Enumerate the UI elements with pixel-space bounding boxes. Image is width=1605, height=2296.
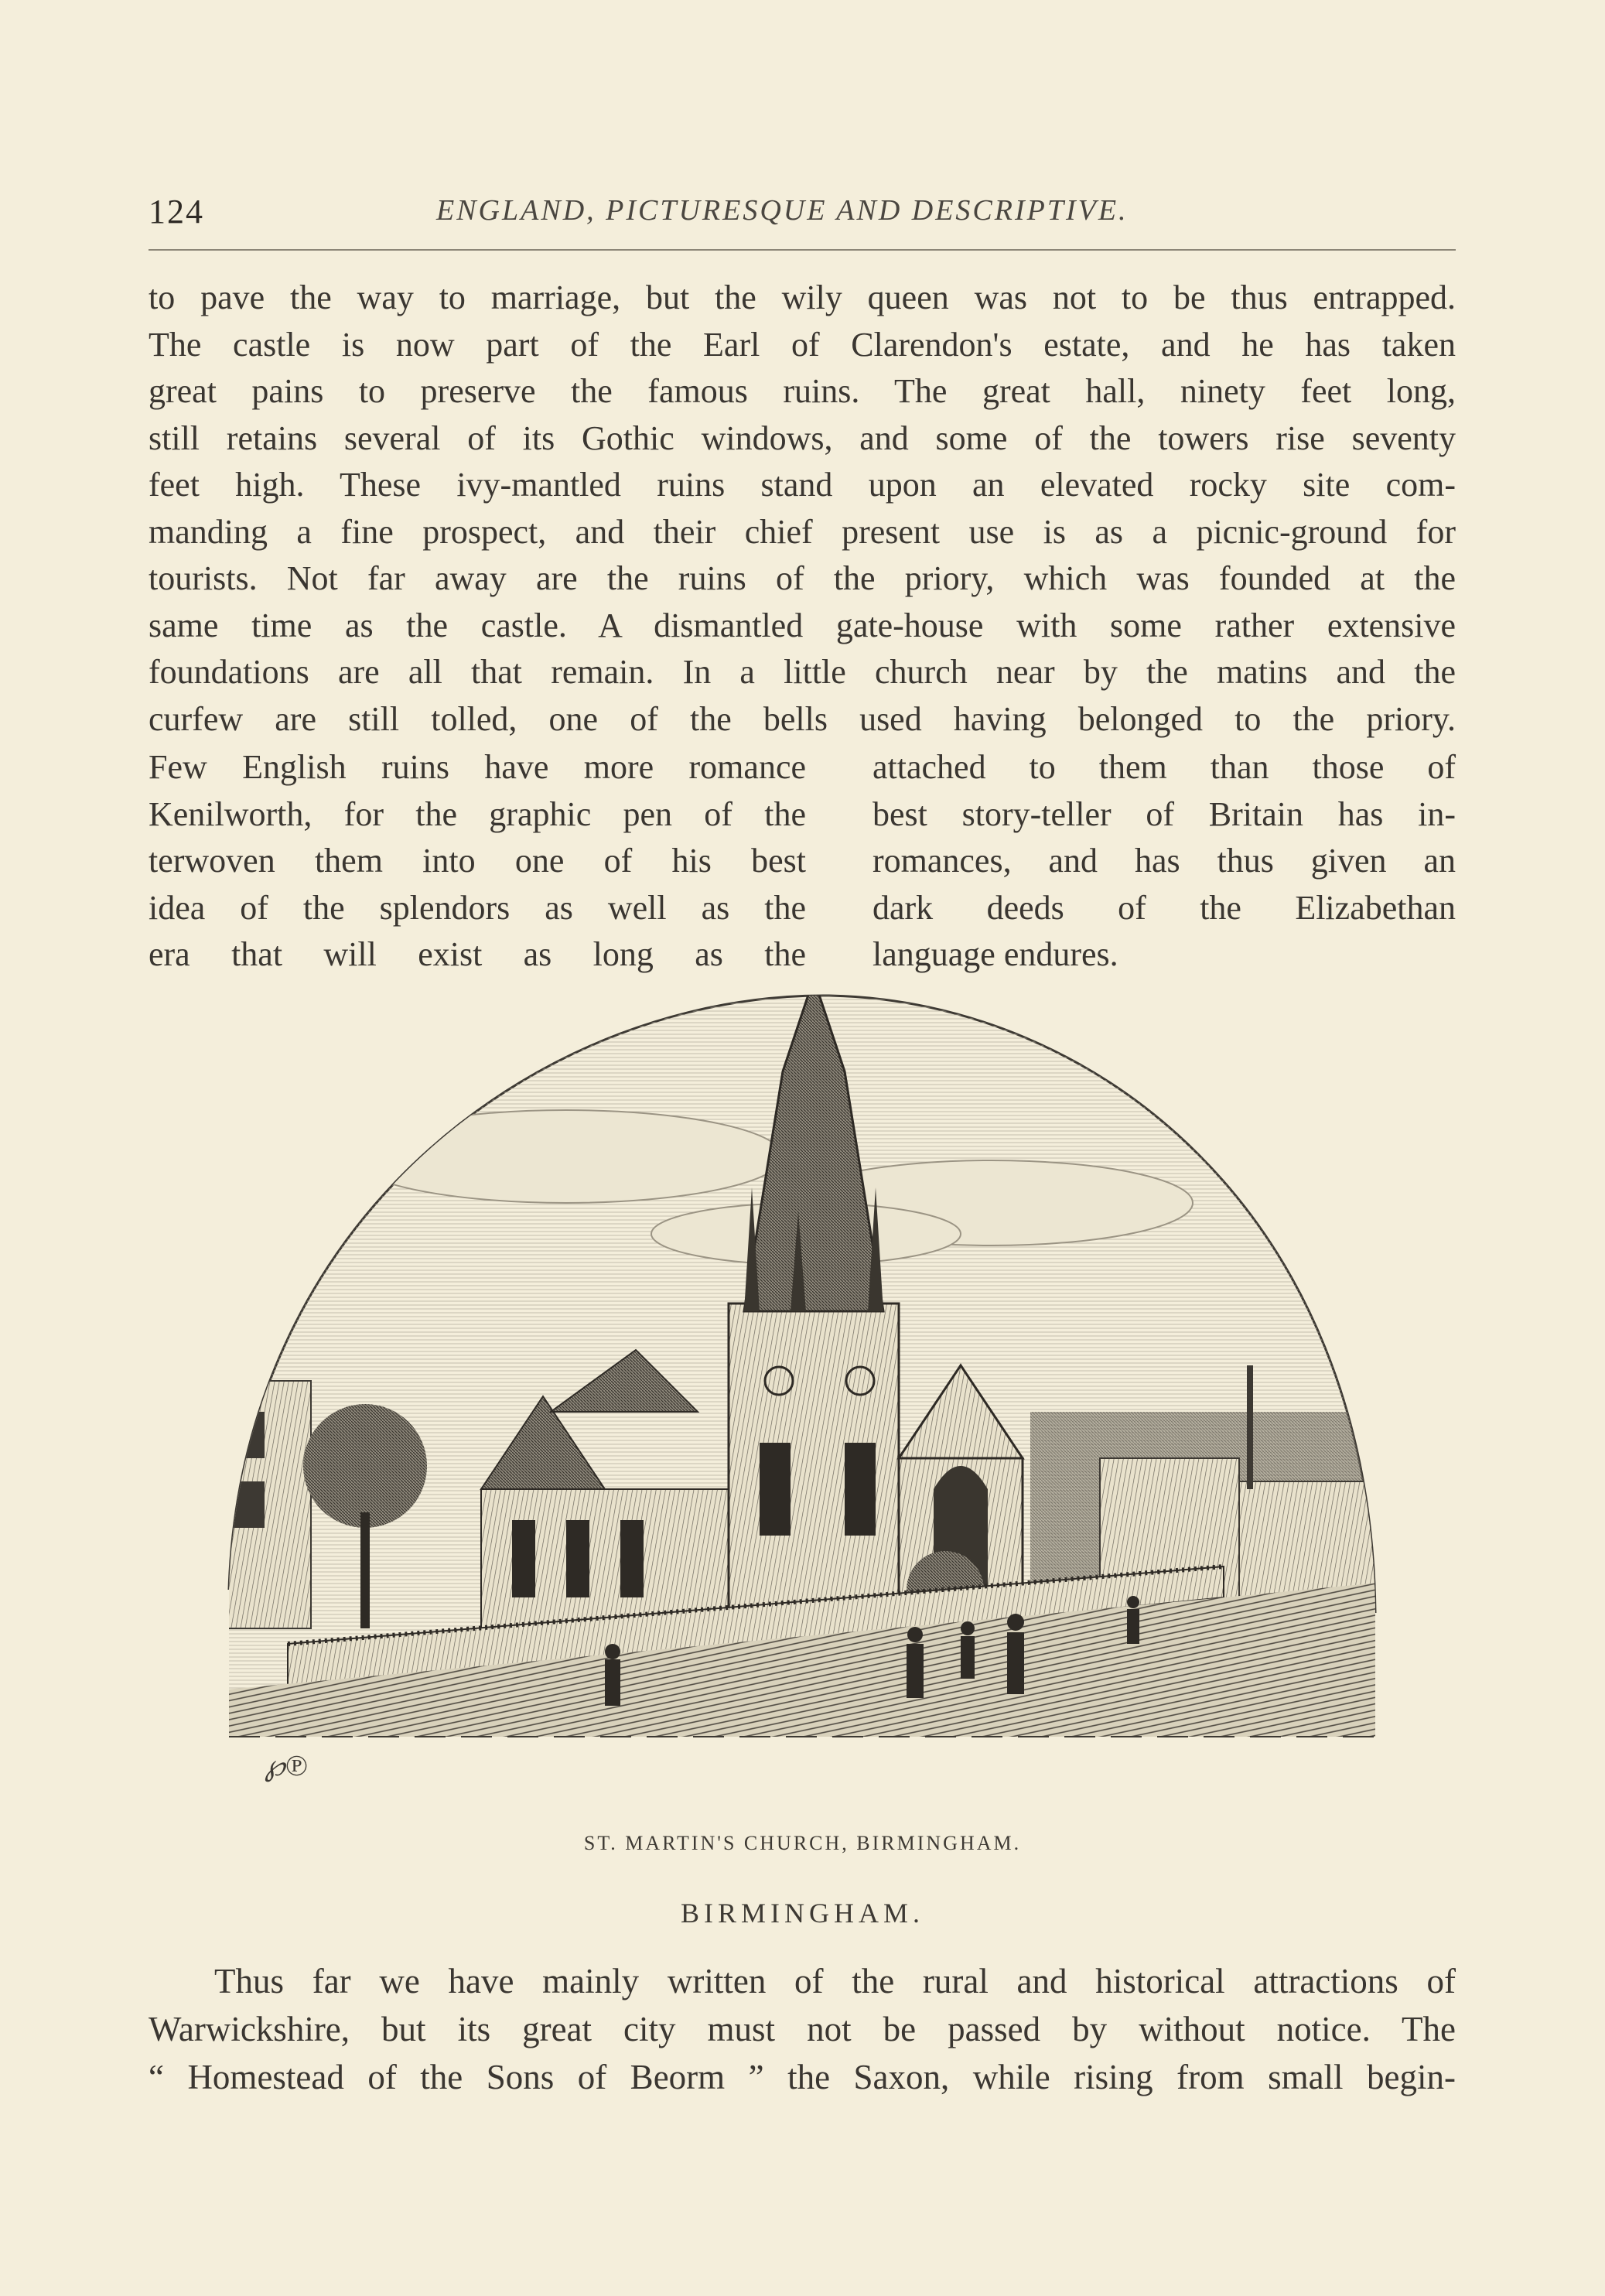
text-line: idea of the splendors as well as the — [149, 888, 806, 927]
right-text-column — [873, 744, 1456, 979]
text-line: terwoven them into one of his best — [149, 842, 806, 880]
text-line: curfew are still tolled, one of the bells used having belonged to the priory. — [149, 699, 1456, 738]
text-line: Warwickshire, but its great city must not be passed by without notice. The — [149, 2010, 1456, 2048]
text-line: Thus far we have mainly written of the rural and historical attractions of — [214, 1962, 1456, 2000]
text-line: The castle is now part of the Earl of Clarendon's estate, and he has taken — [149, 325, 1456, 364]
section-heading: BIRMINGHAM. — [680, 1898, 924, 1929]
text-line: Kenilworth, for the graphic pen of the — [149, 794, 806, 833]
top-paragraph — [149, 275, 1456, 743]
church-engraving — [218, 979, 1386, 1814]
engraver-monogram: ℘℗ — [265, 1750, 308, 1782]
text-line: attached to them than those of — [873, 748, 1456, 786]
text-line: dark deeds of the Elizabethan — [873, 888, 1456, 927]
left-text-column — [149, 744, 806, 979]
running-title: ENGLAND, PICTURESQUE AND DESCRIPTIVE. — [436, 194, 1129, 227]
text-line: still retains several of its Gothic windows, and some of the towers rise seventy — [149, 419, 1456, 457]
text-line: “ Homestead of the Sons of Beorm ” the Saxon, while rising from small begin- — [149, 2058, 1456, 2096]
page-header — [149, 192, 1456, 238]
text-line: tourists. Not far away are the ruins of the priory, which was founded at the — [149, 559, 1456, 597]
text-line: Few English ruins have more romance — [149, 748, 806, 786]
bottom-paragraph — [149, 1957, 1456, 2101]
page-number: 124 — [149, 193, 204, 231]
text-line: romances, and has thus given an — [873, 842, 1456, 880]
engraving-scene — [218, 979, 1386, 1814]
text-line: best story-teller of Britain has in- — [873, 794, 1456, 833]
text-line: to pave the way to marriage, but the wily queen was not to be thus entrapped. — [149, 278, 1456, 316]
text-line: foundations are all that remain. In a little church near by the matins and the — [149, 653, 1456, 691]
text-line: era that will exist as long as the — [149, 935, 806, 973]
illustration-caption: ST. MARTIN'S CHURCH, BIRMINGHAM. — [583, 1832, 1022, 1854]
text-line: great pains to preserve the famous ruins. The great hall, ninety feet long, — [149, 372, 1456, 410]
text-line: language endures. — [873, 935, 1118, 973]
text-line: feet high. These ivy-mantled ruins stand upon an elevated rocky site com- — [149, 466, 1456, 504]
text-line: same time as the castle. A dismantled gate-house with some rather extensive — [149, 606, 1456, 644]
header-rule — [149, 249, 1456, 251]
text-line: manding a fine prospect, and their chief present use is as a picnic-ground for — [149, 512, 1456, 551]
